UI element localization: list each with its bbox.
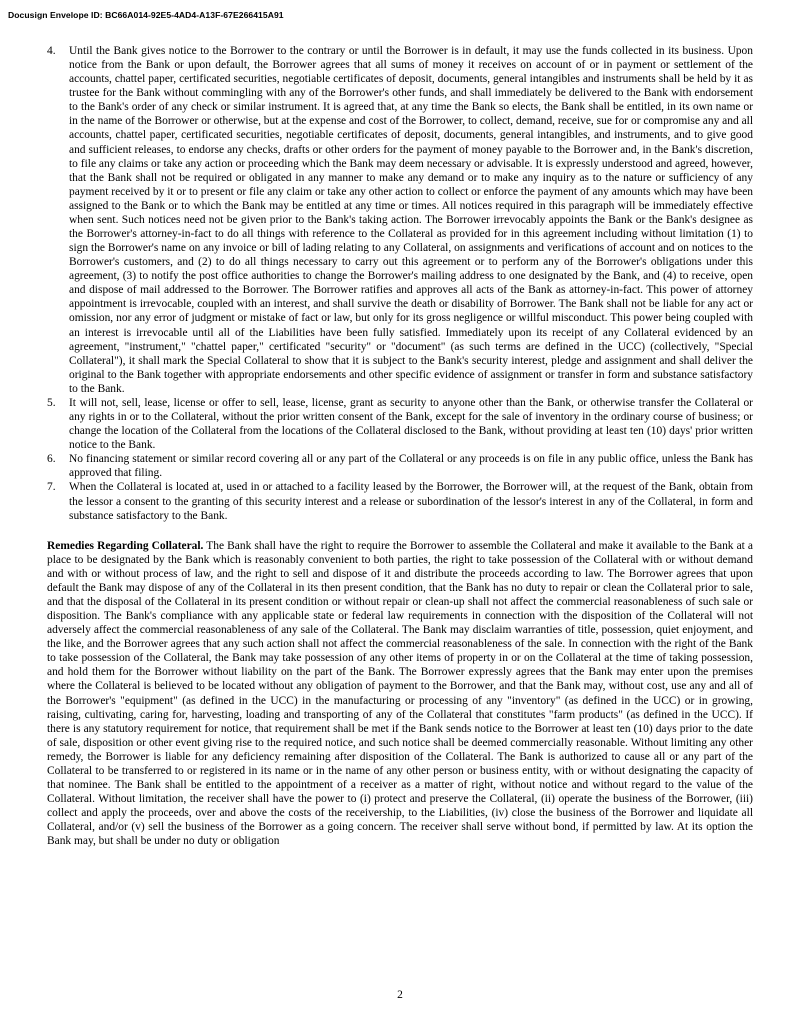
remedies-section <box>47 539 753 849</box>
envelope-id: Docusign Envelope ID: BC66A014-92E5-4AD4-A13F-67E266415A91 <box>8 10 284 20</box>
list-item-number: 6. <box>47 453 56 466</box>
list-item <box>47 44 753 396</box>
remedies-text: The Bank shall have the right to require the Borrower to assemble the Collateral and make it available to the Bank at a place to be designated by the Bank which is reasonably convenient to both parties, the right to take possession of the Collateral with or without demand and with or without process of law, and the right to sell and dispose of it and distribute the proceeds according to law. The Borrower agrees that upon default the Bank may dispose of any of the Collateral in its then present condition, that the Bank has no duty to repair or clean the Collateral prior to sale, and that the disposal of the Collateral in its present condition or without repair or clean-up shall not affect the commercial reasonableness of such sale or disposition. The Bank's compliance with any applicable state or federal law requirements in connection with the disposition of the Collateral will not adversely affect the commercial reasonableness of any sale of the Collateral. The Bank may disclaim warranties of title, possession, quiet enjoyment, and the like, and the Borrower agrees that any such action shall not affect the commercial reasonableness of the sale. In connection with the right of the Bank to take possession of the Collateral, the Bank may take possession of any other items of property in or on the Collateral at the time of taking possession, and hold them for the Borrower without liability on the part of the Bank. The Borrower expressly agrees that the Bank may enter upon the premises where the Collateral is believed to be located without any obligation of payment to the Borrower, and that the Bank may, without cost, use any and all of the Borrower's "equipment" (as defined in the UCC) in the manufacturing or processing of any "inventory" (as defined in the UCC) or in growing, raising, cultivating, caring for, harvesting, loading and transporting of any of the Collateral that constitutes "farm products" (as defined in the UCC). If there is any statutory requirement for notice, that requirement shall be met if the Bank sends notice to the Borrower at least ten (10) days prior to the date of sale, disposition or other event giving rise to the required notice, and such notice shall be deemed commercially reasonable. Without limiting any other remedy, the Borrower is liable for any deficiency remaining after disposition of the Collateral. The Bank is authorized to cause all or any part of the Collateral to be transferred to or registered in its name or in the name of any other person or business entity, with or without designating the capacity of that nominee. The Bank shall be entitled to the appointment of a receiver as a matter of right, without notice and without regard to the value of the Collateral. Without limitation, the receiver shall have the power to (i) protect and preserve the Collateral, (ii) operate the business of the Borrower, (iii) collect and apply the proceeds, over and above the costs of the receivership, to the Liabilities, (iv) close the business of the Borrower and liquidate all Collateral, and/or (v) sell the business of the Borrower as a going concern. The receiver shall serve without bond, if permitted by law. At its option the Bank may, but shall be under no duty or obligation <box>47 539 753 848</box>
list-item <box>47 452 753 480</box>
remedies-heading: Remedies Regarding Collateral. <box>47 539 204 552</box>
page-number: 2 <box>397 989 403 1001</box>
list-item-number: 7. <box>47 481 56 494</box>
list-item-number: 5. <box>47 396 56 409</box>
list-item-text: No financing statement or similar record covering all or any part of the Collateral or any proceeds is on file in any public office, unless the Bank has approved that filing. <box>69 453 753 480</box>
list-item-number: 4. <box>47 45 56 57</box>
list-item-text: When the Collateral is located at, used in or attached to a facility leased by the Borrower, the Borrower will, at the request of the Bank, obtain from the lessor a consent to the granting of this security interest and a release or subordination of the lessor's interest in any of the Collateral, in form and substance satisfactory to the Bank. <box>69 481 753 522</box>
document-body <box>47 44 753 848</box>
list-item <box>47 396 753 452</box>
list-item <box>47 480 753 522</box>
list-item-text: Until the Bank gives notice to the Borrower to the contrary or until the Borrower is in default, it may use the funds collected in its business. Upon notice from the Bank or upon default, the Borrower agrees that all sums of money it receives on account of or in payment or settlement of the accounts, chattel paper, certificated securities, negotiable certificates of deposit, documents, general intangibles and instruments shall be held by it as trustee for the Bank without commingling with any of the Borrower's other funds, and shall immediately be delivered to the Bank with endorsement to the Bank's order of any check or similar instrument. It is agreed that, at any time the Bank so elects, the Bank shall be entitled, in its own name or in the name of the Borrower or otherwise, but at the expense and cost of the Borrower, to collect, demand, receive, sue for or compromise any and all accounts, chattel paper, certificated securities, negotiable certificates of deposit, documents, general intangibles, and instruments, and to give good and sufficient releases, to endorse any checks, drafts or other orders for the payment of money payable to the Borrower and, in the Bank's discretion, to file any claims or take any action or proceeding which the Bank may deem necessary or advisable. It is expressly understood and agreed, however, that the Bank shall not be required or obligated in any manner to make any demand or to make any inquiry as to the nature or sufficiency of any payment received by it or to present or file any claim or take any other action to collect or enforce the payment of any amounts which may have been assigned to the Bank or to which the Bank may be entitled at any time or times. All notices required in this paragraph will be immediately effective when sent. Such notices need not be given prior to the Bank's taking action. The Borrower irrevocably appoints the Bank or the Bank's designee as the Borrower's attorney-in-fact to do all things with reference to the Collateral as provided for in this agreement including without limitation (1) to sign the Borrower's name on any invoice or bill of lading relating to any Collateral, on assignments and verifications of account and on notices to the Borrower's customers, and (2) to do all things necessary to carry out this agreement or to perform any of the Borrower's obligations under this agreement, (3) to notify the post office authorities to change the Borrower's mailing address to one designated by the Bank, and (4) to receive, open and dispose of mail addressed to the Borrower. The Borrower ratifies and approves all acts of the Bank as attorney-in-fact. This power of attorney appointment is irrevocable, coupled with an interest, and shall survive the death or disability of Borrower. The Bank shall not be liable for any act or omission, nor any error of judgment or mistake of fact or law, but only for its gross negligence or willful misconduct. This power being coupled with an interest is irrevocable until all of the Liabilities have been fully satisfied. Immediately upon its receipt of any Collateral evidenced by an agreement, "instrument," "chattel paper," certificated "security" or "document" (as such terms are defined in the UCC) (collectively, "Special Collateral"), it shall mark the Special Collateral to show that it is subject to the Bank's security interest, pledge and assignment and shall deliver the original to the Bank together with appropriate endorsements and other specific evidence of assignment or transfer in form and substance satisfactory to the Bank. <box>69 45 753 395</box>
list-item-text: It will not, sell, lease, license or offer to sell, lease, license, grant as security to anyone other than the Bank, or otherwise transfer the Collateral or any rights in or to the Collateral, without the prior written consent of the Bank, except for the sale of inventory in the ordinary course of business; or change the location of the Collateral from the locations of the Collateral disclosed to the Bank, without providing at least ten (10) days' prior written notice to the Bank. <box>69 396 753 452</box>
